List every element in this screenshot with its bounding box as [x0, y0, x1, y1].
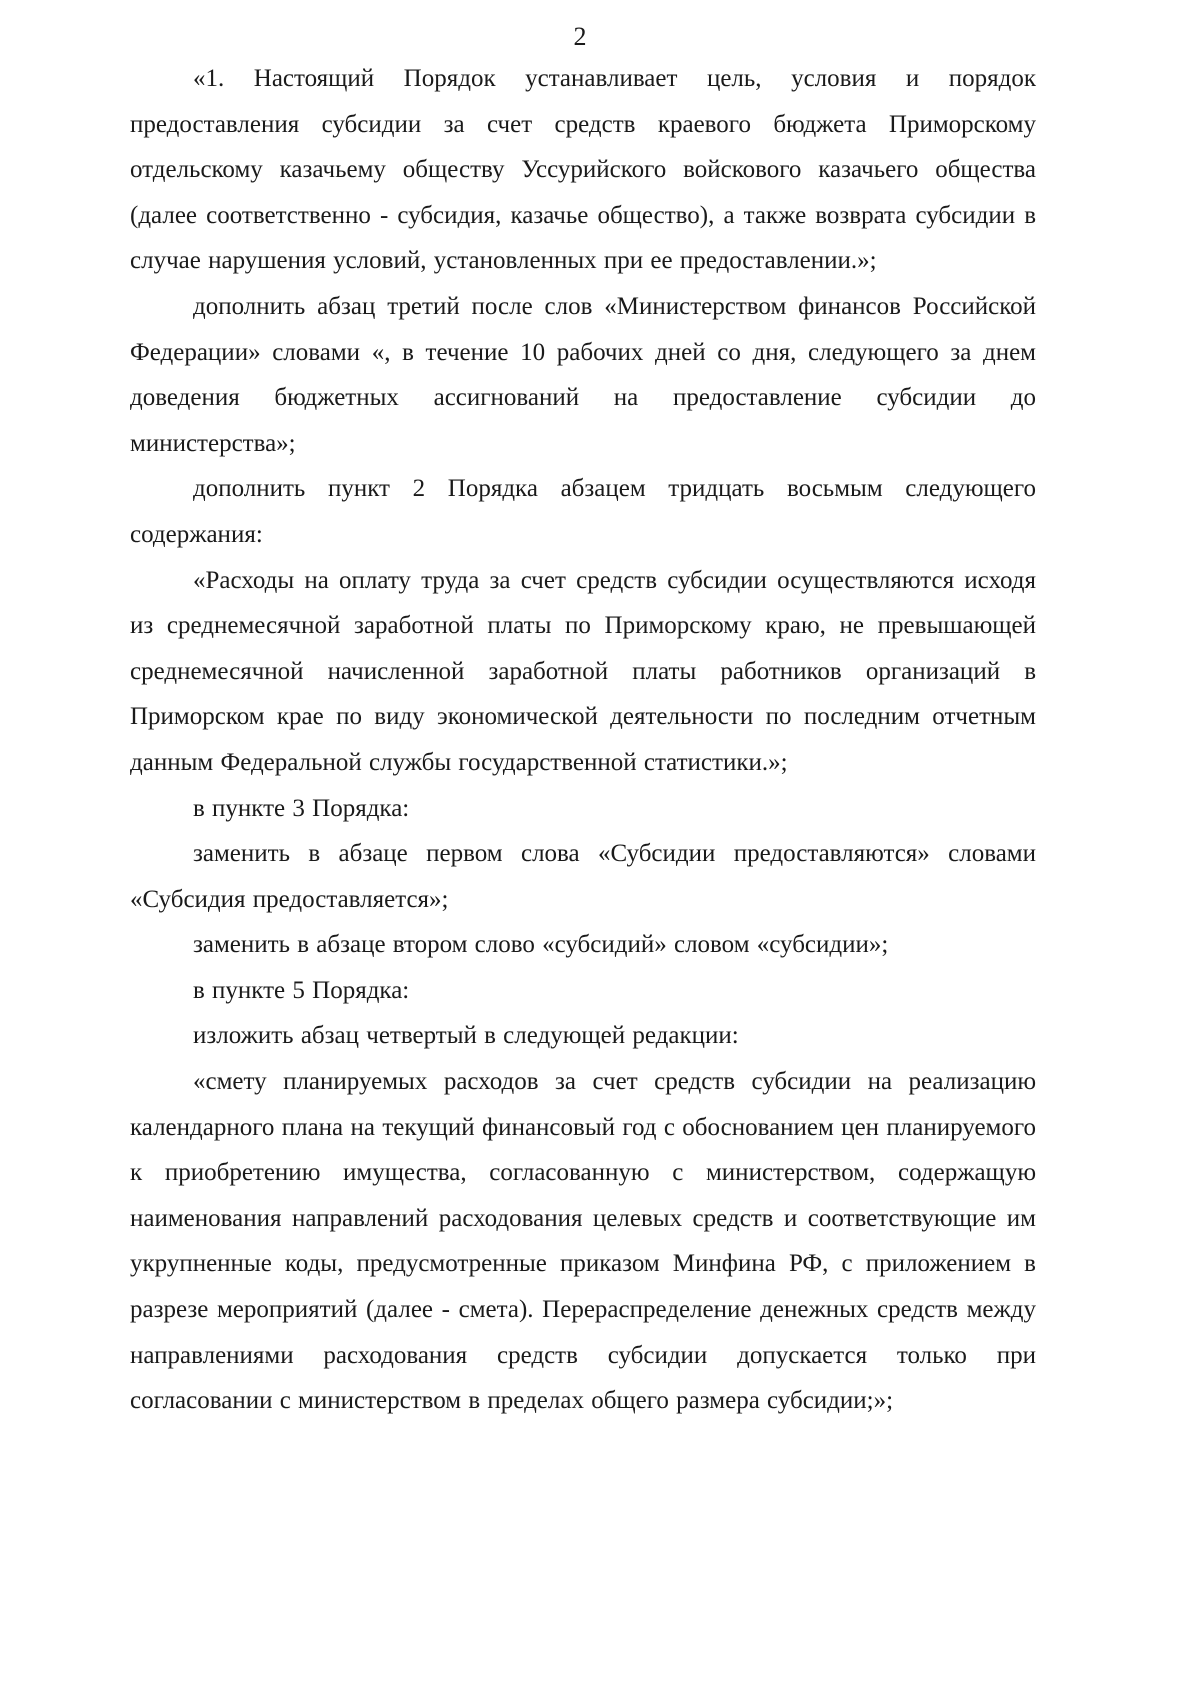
document-body: [130, 56, 1036, 1424]
paragraph-6: заменить в абзаце первом слова «Субсидии предоставляются» словами «Субсидия предоставляется»;: [130, 840, 1036, 913]
paragraph-3: дополнить пункт 2 Порядка абзацем тридцать восьмым следующего содержания:: [130, 475, 1036, 548]
paragraph-5: в пункте 3 Порядка:: [193, 794, 410, 822]
paragraph-2: дополнить абзац третий после слов «Министерством финансов Российской Федерации» словами «, в течение 10 рабочих дней со дня, следующего за днем доведения бюджетных ассигнований на предоставление субсидии до министерства»;: [130, 292, 1036, 457]
paragraph-4: «Расходы на оплату труда за счет средств субсидии осуществляются исходя из среднемесячной заработной платы по Приморскому краю, не превышающей среднемесячной начисленной заработной платы работников организаций в Приморском крае по виду экономической деятельности по последним отчетным данным Федеральной службы государственной статистики.»;: [130, 566, 1036, 776]
paragraph-10: «смету планируемых расходов за счет средств субсидии на реализацию календарного плана на текущий финансовый год с обоснованием цен планируемого к приобретению имущества, согласованную с министерством, содержащую наименования направлений расходования целевых средств и соответствующие им укрупненные коды, предусмотренные приказом Минфина РФ, с приложением в разрезе мероприятий (далее - смета). Перераспределение денежных средств между направлениями расходования средств субсидии допускается только при согласовании с министерством в пределах общего размера субсидии;»;: [130, 1068, 1036, 1415]
paragraph-8: в пункте 5 Порядка:: [193, 976, 410, 1004]
paragraph-1: «1. Настоящий Порядок устанавливает цель, условия и порядок предоставления субсидии за счет средств краевого бюджета Приморскому отдельскому казачьему обществу Уссурийского войскового казачьего общества (далее соответственно - субсидия, казачье общество), а также возврата субсидии в случае нарушения условий, установленных при ее предоставлении.»;: [130, 65, 1036, 275]
page-number: 2: [573, 22, 587, 51]
paragraph-9: изложить абзац четвертый в следующей редакции:: [193, 1022, 739, 1050]
paragraph-7: заменить в абзаце втором слово «субсидий» словом «субсидии»;: [193, 931, 889, 959]
